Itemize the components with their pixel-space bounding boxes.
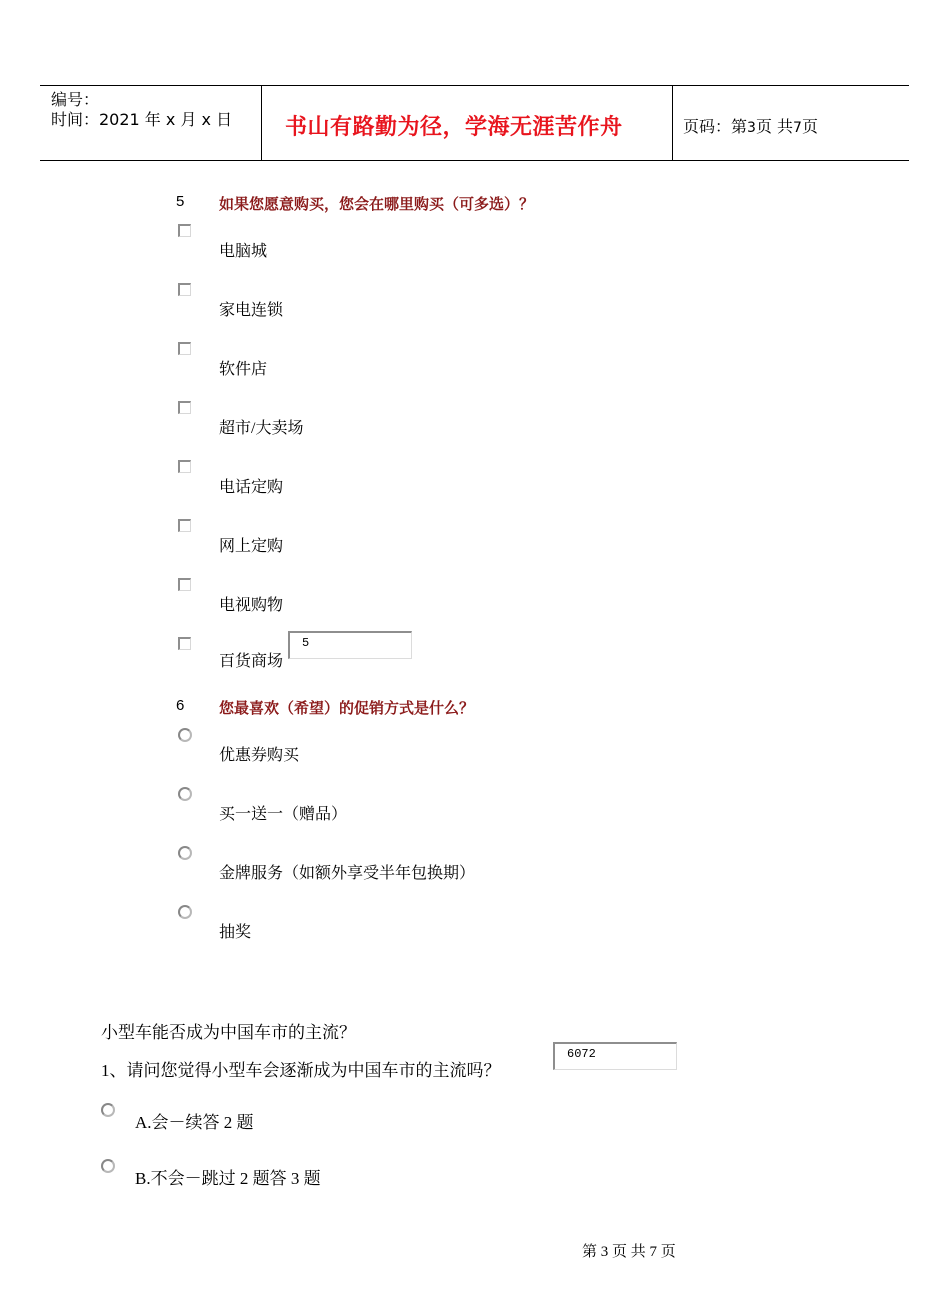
option-radio[interactable] (178, 846, 192, 860)
section-heading: 小型车能否成为中国车市的主流？ (101, 1023, 356, 1042)
header-divider (261, 86, 262, 160)
question-title: 您最喜欢（希望）的促销方式是什么？ (219, 699, 475, 717)
header-meta (51, 90, 232, 130)
option-label: 买一送一（赠品） (219, 806, 348, 823)
header-page-number: 页码：第3页 共7页 (683, 117, 818, 136)
option-checkbox[interactable] (178, 224, 191, 237)
option-checkbox[interactable] (178, 342, 191, 355)
option-label: 软件店 (219, 361, 268, 378)
question-number: 6 (176, 697, 185, 714)
header-divider (672, 86, 673, 160)
option-label: 金牌服务（如额外享受半年包换期） (219, 865, 476, 882)
option-radio[interactable] (178, 787, 192, 801)
other-text-input[interactable]: 5 (288, 631, 412, 659)
option-checkbox[interactable] (178, 578, 191, 591)
option-checkbox[interactable] (178, 283, 191, 296)
option-radio[interactable] (178, 728, 192, 742)
option-label: 电视购物 (219, 597, 284, 614)
option-checkbox[interactable] (178, 460, 191, 473)
answer-text-input[interactable]: 6072 (553, 1042, 677, 1070)
question-title: 如果您愿意购买，您会在哪里购买（可多选）？ (219, 195, 535, 213)
time-label: 时间：2021 年 x 月 x 日 (51, 110, 233, 129)
option-label: 超市/大卖场 (219, 420, 304, 437)
option-label: 网上定购 (219, 538, 284, 555)
option-radio[interactable] (178, 905, 192, 919)
question-number: 5 (176, 193, 185, 210)
number-label: 编号： (51, 90, 100, 109)
answer-radio[interactable] (101, 1103, 115, 1117)
document-header (40, 85, 909, 161)
option-label: 电脑城 (219, 243, 268, 260)
answer-label: A.会－续答 2 题 (135, 1113, 254, 1132)
answer-label: B.不会－跳过 2 题答 3 题 (135, 1169, 321, 1188)
option-checkbox[interactable] (178, 519, 191, 532)
page-footer: 第 3 页 共 7 页 (582, 1244, 676, 1260)
answer-radio[interactable] (101, 1159, 115, 1173)
header-motto: 书山有路勤为径，学海无涯苦作舟 (285, 115, 623, 140)
option-checkbox[interactable] (178, 401, 191, 414)
option-label: 百货商场 (219, 653, 284, 670)
option-label: 抽奖 (219, 924, 252, 941)
option-label: 优惠券购买 (219, 747, 300, 764)
option-checkbox[interactable] (178, 637, 191, 650)
option-label: 家电连锁 (219, 302, 284, 319)
question-text: 1、请问您觉得小型车会逐渐成为中国车市的主流吗？ (101, 1061, 501, 1080)
option-label: 电话定购 (219, 479, 284, 496)
